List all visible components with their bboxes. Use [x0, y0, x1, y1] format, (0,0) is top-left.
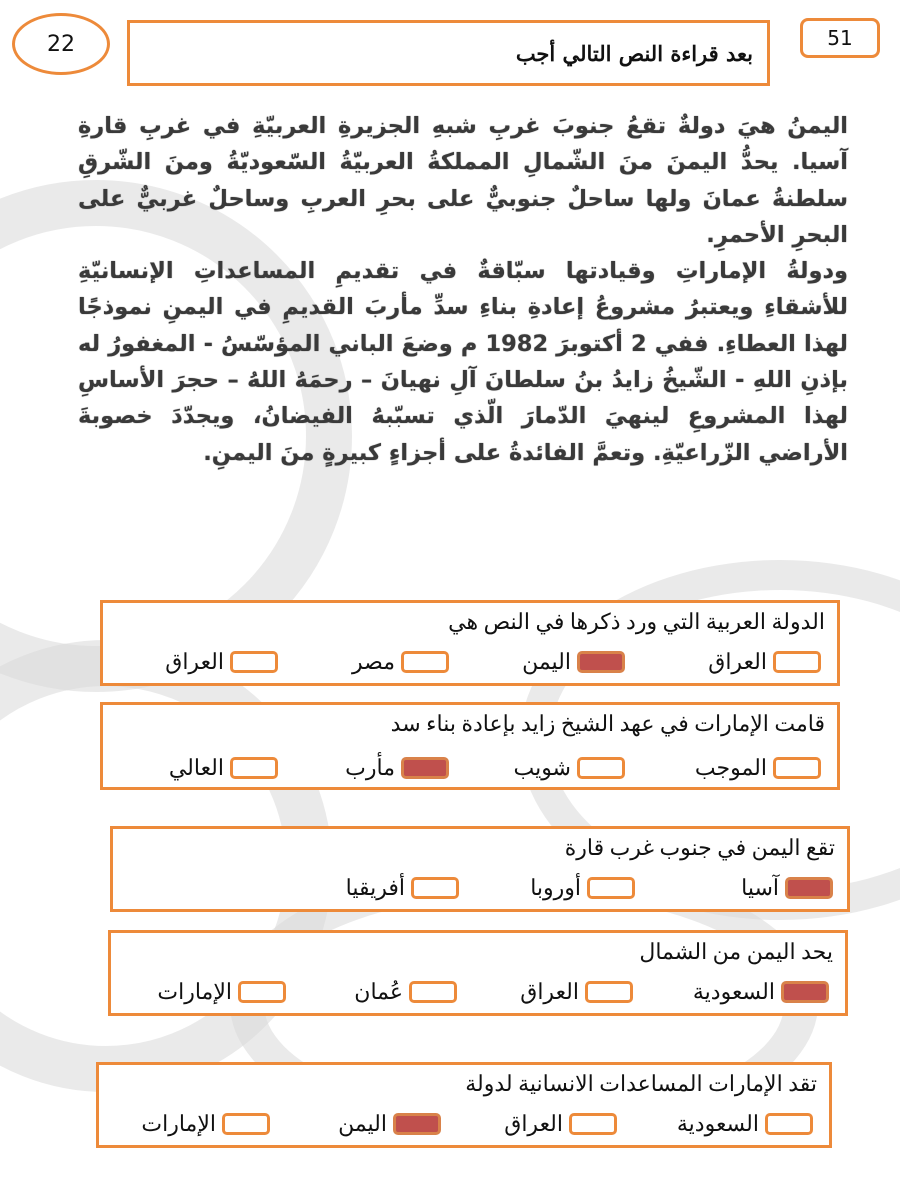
- option-label: عُمان: [354, 979, 403, 1004]
- option-checkbox[interactable]: [222, 1113, 270, 1135]
- question-4-text: يحد اليمن من الشمال: [639, 939, 833, 964]
- question-2-text: قامت الإمارات في عهد الشيخ زايد بإعادة بناء سد: [390, 711, 825, 736]
- title-box: [127, 20, 770, 86]
- question-1-option-2[interactable]: [522, 649, 625, 675]
- option-checkbox[interactable]: [785, 877, 833, 899]
- page-number-left: [12, 13, 110, 75]
- option-checkbox[interactable]: [409, 981, 457, 1003]
- option-checkbox[interactable]: [401, 651, 449, 673]
- option-label: الإمارات: [157, 979, 232, 1004]
- page-number-right: [800, 18, 880, 58]
- option-checkbox[interactable]: [230, 757, 278, 779]
- option-label: اليمن: [522, 649, 571, 674]
- question-4-option-1[interactable]: [693, 979, 829, 1005]
- passage-paragraph-1: اليمنُ هيَ دولةٌ تقعُ جنوبَ غربِ شبهِ الجزيرةِ العربيّةِ في غربِ قارةِ آسيا. يحدُّ اليمنَ منَ الشّمالِ المملكةُ العربيّةُ السّعوديّةُ ومنَ الشّرقِ سلطنةُ عمانَ ولها ساحلٌ جنوبيٌّ على بحرِ العربِ وساحلٌ غربيٌّ على البحرِ الأحمرِ.: [78, 113, 848, 248]
- question-1: [100, 600, 840, 686]
- option-checkbox[interactable]: [781, 981, 829, 1003]
- option-label: العراق: [708, 649, 767, 674]
- question-5-option-4[interactable]: [141, 1111, 270, 1137]
- option-label: السعودية: [676, 1111, 759, 1136]
- option-label: أفريقيا: [345, 875, 405, 900]
- question-1-text: الدولة العربية التي ورد ذكرها في النص هي: [448, 609, 825, 634]
- question-5-text: تقد الإمارات المساعدات الانسانية لدولة: [465, 1071, 817, 1096]
- question-1-option-4[interactable]: [165, 649, 278, 675]
- question-4-option-2[interactable]: [520, 979, 633, 1005]
- option-label: العراق: [504, 1111, 563, 1136]
- question-1-option-3[interactable]: [352, 649, 449, 675]
- option-label: العراق: [520, 979, 579, 1004]
- option-checkbox[interactable]: [393, 1113, 441, 1135]
- question-5: [96, 1062, 832, 1148]
- option-checkbox[interactable]: [411, 877, 459, 899]
- option-label: شويب: [513, 755, 571, 780]
- option-checkbox[interactable]: [401, 757, 449, 779]
- question-4-option-3[interactable]: [354, 979, 457, 1005]
- question-2-option-2[interactable]: [513, 755, 625, 781]
- question-5-option-1[interactable]: [677, 1111, 813, 1137]
- passage-paragraph-2: ودولةُ الإماراتِ وقيادتها سبّاقةٌ في تقديمِ المساعداتِ الإنسانيّةِ للأشقاءِ ويعتبرُ مشروعُ إعادةِ بناءِ سدِّ مأربَ القديمِ في اليمنِ نموذجًا لهذا العطاءِ. ففي 2 أكتوبرَ 1982 م وضعَ الباني المؤسّسُ - المغفورُ له بإذنِ اللهِ - الشّيخُ زايدُ بنُ سلطانَ آلِ نهيانَ – رحمَهُ اللهُ – حجرَ الأساسِ لهذا المشروعِ لينهيَ الدّمارَ الّذي تسبّبهُ الفيضانُ، ويجدّدَ خصوبةَ الأراضي الزّراعيّةِ. وتعمَّ الفائدةُ على أجزاءٍ كبيرةٍ منَ اليمنِ.: [78, 258, 849, 466]
- option-checkbox[interactable]: [773, 651, 821, 673]
- option-checkbox[interactable]: [765, 1113, 813, 1135]
- option-checkbox[interactable]: [230, 651, 278, 673]
- option-label: الإمارات: [141, 1111, 216, 1136]
- page-number-right-text: 51: [827, 26, 853, 50]
- option-label: آسيا: [741, 875, 779, 900]
- question-2-option-4[interactable]: [169, 755, 278, 781]
- option-label: الموجب: [694, 755, 767, 780]
- option-checkbox[interactable]: [238, 981, 286, 1003]
- option-label: العراق: [165, 649, 224, 674]
- question-1-option-1[interactable]: [708, 649, 821, 675]
- page-number-left-text: 22: [47, 31, 75, 57]
- option-label: مأرب: [345, 755, 395, 780]
- question-4-option-4[interactable]: [157, 979, 286, 1005]
- option-checkbox[interactable]: [585, 981, 633, 1003]
- question-2-option-1[interactable]: [695, 755, 821, 781]
- option-checkbox[interactable]: [773, 757, 821, 779]
- question-2-option-3[interactable]: [345, 755, 449, 781]
- option-label: أوروبا: [530, 875, 581, 900]
- page-title: بعد قراءة النص التالي أجب: [515, 40, 753, 66]
- option-checkbox[interactable]: [587, 877, 635, 899]
- option-label: اليمن: [338, 1111, 387, 1136]
- question-3-text: تقع اليمن في جنوب غرب قارة: [564, 835, 835, 860]
- question-4: [108, 930, 848, 1016]
- question-3: [110, 826, 850, 912]
- question-3-option-2[interactable]: [530, 875, 635, 901]
- question-2: [100, 702, 840, 790]
- option-label: العالي: [168, 755, 224, 780]
- option-checkbox[interactable]: [569, 1113, 617, 1135]
- option-label: السعودية: [692, 979, 775, 1004]
- reading-passage: [78, 108, 848, 471]
- question-5-option-3[interactable]: [338, 1111, 441, 1137]
- option-checkbox[interactable]: [577, 651, 625, 673]
- option-label: مصر: [351, 649, 395, 674]
- question-3-option-1[interactable]: [741, 875, 833, 901]
- question-3-option-3[interactable]: [346, 875, 459, 901]
- option-checkbox[interactable]: [577, 757, 625, 779]
- question-5-option-2[interactable]: [504, 1111, 617, 1137]
